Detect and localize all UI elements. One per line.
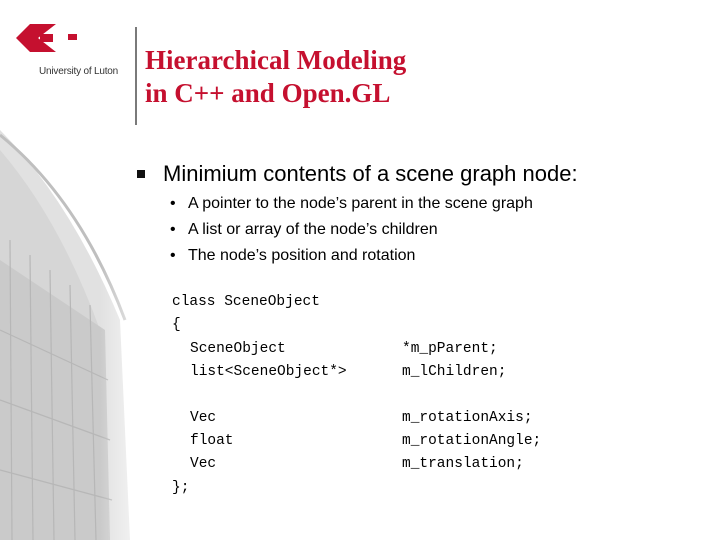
sub-bullet-text: A pointer to the node’s parent in the scene graph [188, 195, 533, 212]
code-member-name: m_translation; [402, 456, 524, 472]
code-member-name: m_lChildren; [402, 364, 507, 380]
bullet-dot-icon: • [170, 195, 176, 212]
sub-bullet-list [170, 193, 533, 271]
title-line-1: Hierarchical Modeling [145, 45, 407, 75]
slide-title [145, 44, 406, 110]
code-member-name: m_rotationAxis; [402, 410, 533, 426]
sub-bullet-text: The node’s position and rotation [188, 247, 416, 264]
code-open-brace: { [172, 317, 181, 333]
sub-bullet-item [170, 193, 533, 219]
code-member-type: Vec [190, 456, 217, 472]
code-close-brace: }; [172, 480, 190, 496]
sub-bullet-text: A list or array of the node’s children [188, 221, 438, 238]
code-member-type: SceneObject [190, 341, 286, 357]
main-bullet-text: Minimium contents of a scene graph node: [163, 161, 578, 186]
code-member-type: list<SceneObject*> [190, 364, 347, 380]
sub-bullet-item [170, 219, 533, 245]
code-class-declaration: class SceneObject [172, 294, 320, 310]
title-divider [135, 27, 137, 125]
sub-bullet-item [170, 245, 533, 271]
code-member-type: Vec [190, 410, 217, 426]
code-member-type: float [190, 433, 234, 449]
code-member-name: m_rotationAngle; [402, 433, 542, 449]
university-name: University of Luton [39, 66, 119, 77]
code-member-name: *m_pParent; [402, 341, 498, 357]
title-line-2: in C++ and Open.GL [145, 78, 391, 108]
bullet-dot-icon: • [170, 247, 176, 264]
bullet-dot-icon: • [170, 221, 176, 238]
bullet-square-icon [137, 170, 145, 178]
